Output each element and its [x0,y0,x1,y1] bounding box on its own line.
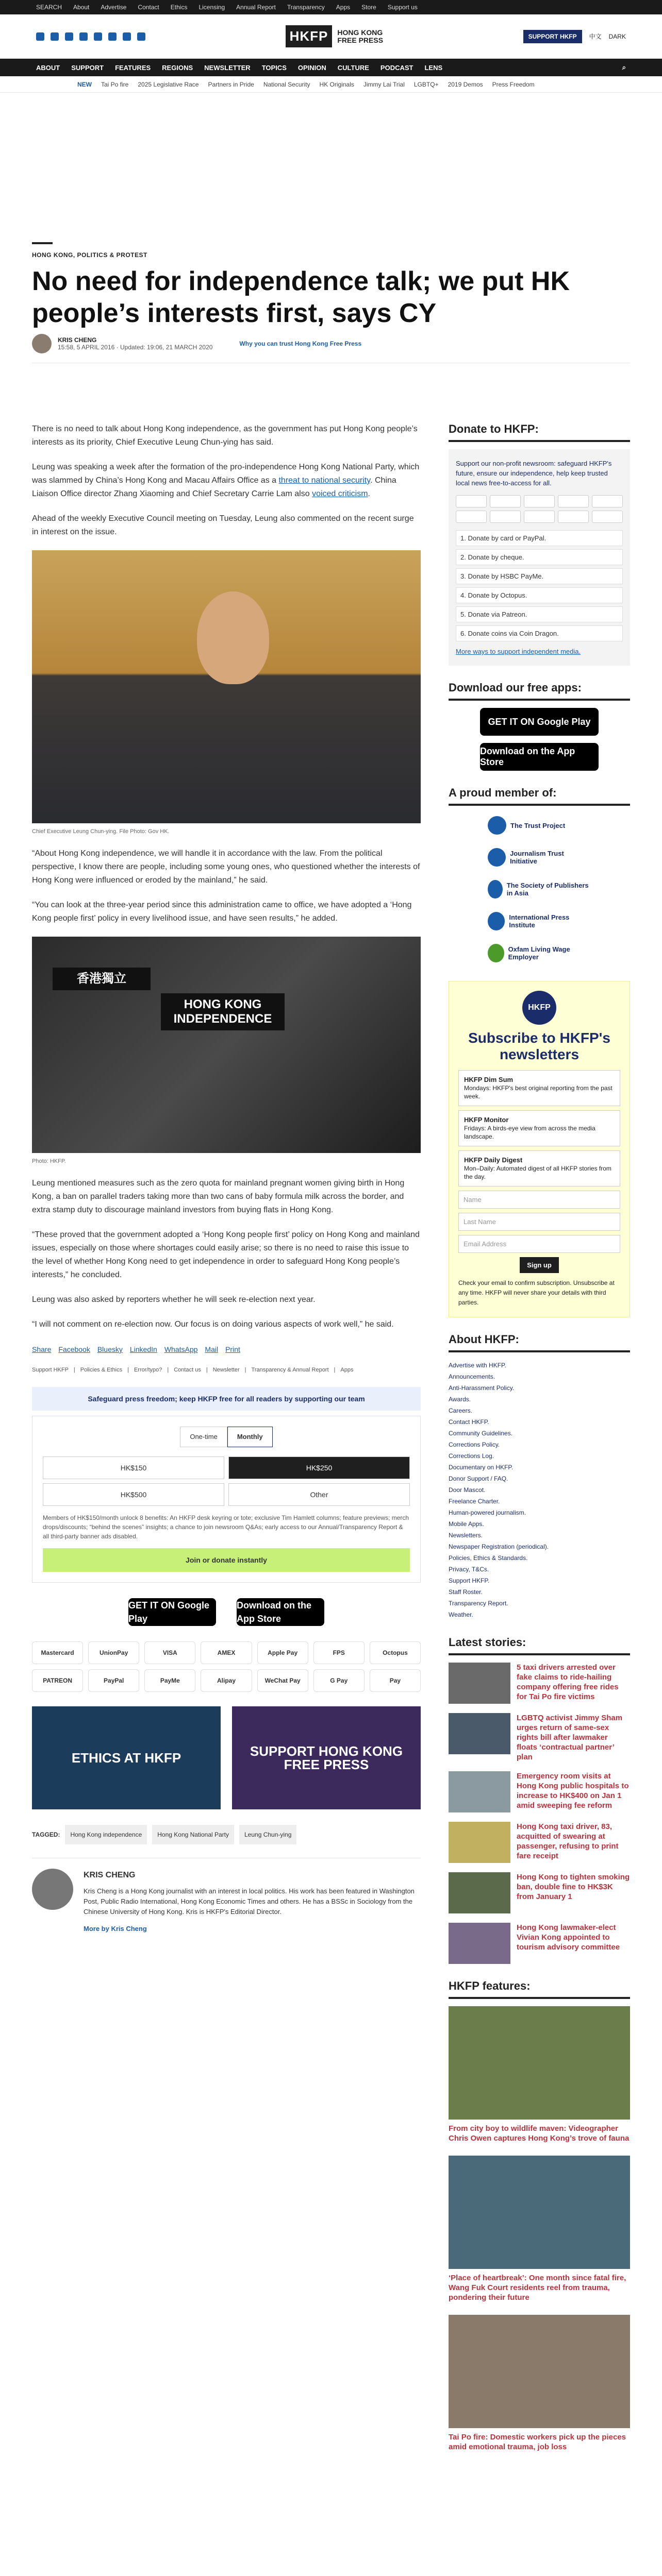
signup-button[interactable]: Sign up [520,1257,559,1273]
payment-logo: AMEX [201,1641,252,1664]
nav-podcast[interactable]: PODCAST [380,63,413,72]
author-avatar [32,334,52,353]
amount-option[interactable]: HK$250 [228,1456,410,1479]
about-link[interactable]: Documentary on HKFP. [449,1464,514,1471]
nav-about[interactable]: ABOUT [36,63,60,72]
paragraph: “These proved that the government adopted a ‘Hong Kong people first’ policy on Hong Kong and mainland issues, especially on those where shortages could easily arise; so there is no need to raise this issue to the level of whether Hong Kong need to get independence in order to safeguard Hong Kong people’s interests,” he concluded. [32,1230,420,1279]
payment-logo: PATREON [32,1669,83,1692]
author-box [32,1858,421,1936]
about-link[interactable]: Anti-Harassment Policy. [449,1384,515,1392]
membership-logos [449,813,630,965]
about-link[interactable]: Newsletters. [449,1532,483,1539]
policy-link[interactable]: Newsletter [212,1367,240,1373]
share-whatsapp[interactable]: WhatsApp [164,1345,198,1353]
share-print[interactable]: Print [225,1345,240,1353]
about-link[interactable]: Donor Support / FAQ. [449,1475,508,1482]
card-icon [524,511,555,523]
paragraph: There is no need to talk about Hong Kong independence, as the government has put Hong Kong people’s interests as its priority, Chief Executive Leung Chun-ying has said. [32,425,418,447]
topbar-annual-report[interactable]: Annual Report [236,4,276,11]
about-link[interactable]: Human-powered journalism. [449,1509,526,1516]
policy-link[interactable]: Transparency & Annual Report [251,1367,329,1373]
sidebar [449,422,630,2464]
card-icon [592,511,623,523]
story-item[interactable]: Hong Kong taxi driver, 83, acquitted of swearing at passenger, refusing to print fare receipt [449,1822,630,1863]
topbar-apps[interactable]: Apps [336,4,351,11]
about-link[interactable]: Careers. [449,1407,473,1414]
tab-one-time[interactable]: One-time [180,1427,227,1447]
telegram-icon[interactable] [137,32,145,41]
about-heading: About HKFP: [449,1333,630,1352]
byline [32,334,361,353]
policy-links: Support HKFP | Policies & Ethics | Error/typo? | Contact us | Newsletter | Transparency & Annual Report | Apps [32,1363,421,1377]
topbar-support[interactable]: Support us [387,4,418,11]
about-link[interactable]: Mobile Apps. [449,1520,484,1528]
payment-logo: G Pay [313,1669,365,1692]
story-item[interactable]: Hong Kong lawmaker-elect Vivian Kong appointed to tourism advisory committee [449,1923,630,1964]
ipi-logo[interactable]: International Press Institute [488,909,591,934]
policy-link[interactable]: Apps [340,1367,354,1373]
payment-logo: Alipay [201,1669,252,1692]
trending-item[interactable]: Tai Po fire [101,80,129,88]
app-store-badges [32,1598,421,1626]
jti-logo[interactable]: Journalism Trust Initiative [488,845,591,870]
share-label: Share [32,1345,52,1353]
instagram-icon[interactable] [65,32,73,41]
newsletter-option[interactable]: HKFP Monitor Fridays: A birds-eye view from across the media landscape. [458,1110,620,1146]
trending-item[interactable]: National Security [263,80,310,88]
top-bar [0,0,662,14]
tab-monthly[interactable]: Monthly [227,1427,273,1447]
portrait-face [197,591,269,684]
trending-item[interactable]: 2019 Demos [448,80,483,88]
payment-logo: Mastercard [32,1641,83,1664]
about-link[interactable]: Announcements. [449,1373,495,1380]
about-link[interactable]: Advertise with HKFP. [449,1362,506,1369]
card-icon [456,495,487,507]
story-thumb [449,1713,510,1754]
google-play-badge[interactable]: GET IT ON Google Play [128,1598,216,1626]
donate-panel [449,449,630,666]
share-facebook[interactable]: Facebook [58,1345,90,1353]
proud-heading: A proud member of: [449,786,630,806]
donate-option[interactable]: 4. Donate by Octopus. [456,587,623,603]
feature-item[interactable]: ‘Place of heartbreak’: One month since fatal fire, Wang Fuk Court residents reel from trauma, pondering their future [449,2156,630,2302]
support-promo[interactable]: SUPPORT HONG KONG FREE PRESS [232,1706,421,1809]
story-thumb [449,1872,510,1913]
donate-payment-icons [456,495,623,523]
author-box-name[interactable]: KRIS CHENG [84,1871,136,1879]
about-link[interactable]: Contact HKFP. [449,1418,489,1426]
donate-heading: Donate to HKFP: [449,422,630,442]
latest-stories [449,1663,630,1964]
join-donate-button[interactable]: Join or donate instantly [43,1548,410,1572]
story-item[interactable]: Hong Kong to tighten smoking ban, double fine to HK$3K from January 1 [449,1872,630,1913]
protest-photo [32,937,421,1153]
donate-option[interactable]: 3. Donate by HSBC PayMe. [456,568,623,584]
policy-link[interactable]: Contact us [174,1367,201,1373]
nav-topics[interactable]: TOPICS [261,63,287,72]
about-links [449,1360,630,1620]
payment-logo: WeChat Pay [257,1669,308,1692]
policy-link[interactable]: Policies & Ethics [80,1367,123,1373]
paragraph: Leung was also asked by reporters whether he will seek re-election next year. [32,1295,316,1304]
story-item[interactable]: Emergency room visits at Hong Kong public hospitals to increase to HK$400 on Jan 1 amid sweeping fee reform [449,1771,630,1812]
email-icon[interactable] [123,32,131,41]
signup-note: Check your email to confirm subscription. Unsubscribe at any time. HKFP will never share your details with third parties. [458,1279,615,1306]
more-by-author-link[interactable]: More by Kris Cheng [84,1925,147,1933]
donate-widget [32,1416,421,1583]
card-icon [456,511,487,523]
article-category[interactable]: HONG KONG, POLITICS & PROTEST [32,251,147,259]
payment-logo: VISA [144,1641,195,1664]
donate-option[interactable]: 5. Donate via Patreon. [456,606,623,622]
nav-lens[interactable]: LENS [424,63,443,72]
paragraph: Ahead of the weekly Executive Council meeting on Tuesday, Leung also commented on the recent surge in interest on the issue. [32,514,414,536]
article-title: No need for independence talk; we put HK people’s interests first, says CY [32,266,570,328]
facebook-icon[interactable] [36,32,44,41]
payment-logo: Pay [370,1669,421,1692]
last-name-field[interactable]: Last Name [458,1213,620,1231]
nav-regions[interactable]: REGIONS [162,63,193,72]
about-link[interactable]: Corrections Log. [449,1452,494,1460]
x-icon[interactable] [51,32,59,41]
name-field[interactable]: Name [458,1191,620,1209]
feature-item[interactable]: From city boy to wildlife maven: Videographer Chris Owen captures Hong Kong’s trove of fauna [449,2006,630,2143]
topbar-advertise[interactable]: Advertise [101,4,127,11]
paragraph: “About Hong Kong independence, we will handle it in accordance with the law. From the political perspective, I know there are people, including some young ones, who questioned whether the interests of Hong Kong were influenced or eroded by the mainland,” he said. [32,849,420,885]
feature-image [449,2156,630,2269]
story-thumb [449,1822,510,1863]
policy-link[interactable]: Support HKFP [32,1367,69,1373]
about-link[interactable]: Support HKFP. [449,1577,490,1584]
tags-label: TAGGED: [32,1831,60,1838]
language-toggle[interactable]: 中文 [589,33,602,40]
support-hkfp-button[interactable]: SUPPORT HKFP [523,30,582,43]
photo-caption: Photo: HKFP. [32,1158,66,1164]
about-link[interactable]: Awards. [449,1396,471,1403]
donate-banner[interactable]: Safeguard press freedom; keep HKFP free for all readers by supporting our team [32,1387,421,1411]
email-field[interactable]: Email Address [458,1235,620,1253]
nav-support[interactable]: SUPPORT [71,63,104,72]
about-link[interactable]: Community Guidelines. [449,1430,513,1437]
threads-icon[interactable] [79,32,88,41]
about-link[interactable]: Staff Roster. [449,1588,483,1596]
donate-text[interactable]: Support our non-profit newsroom: safeguard HKFP's future, ensure our independence, help keep trusted local news free-to-access for all. [456,460,612,487]
trending-item[interactable]: HK Originals [319,80,354,88]
donate-option[interactable]: 2. Donate by cheque. [456,549,623,565]
about-link[interactable]: Policies, Ethics & Standards. [449,1554,528,1562]
title-rule [32,242,53,244]
inline-link[interactable]: voiced criticism [312,489,368,498]
main-nav [0,59,662,76]
ethics-promo[interactable]: ETHICS AT HKFP [32,1706,221,1809]
author-bio: Kris Cheng is a Hong Kong journalist with an interest in local politics. His work has been featured in Washington Post, Public Radio International, Hong Kong Economic Times and others. He has a BSSc in Sociology from the Chinese University of Hong Kong. Kris is HKFP's Editorial Director. [84,1887,415,1916]
card-icon [558,511,589,523]
share-linkedin[interactable]: LinkedIn [129,1345,157,1353]
amount-option[interactable]: HK$500 [43,1483,224,1506]
app-store-badge[interactable]: Download on the App Store [237,1598,324,1626]
card-icon [490,495,521,507]
newsletter-option[interactable]: HKFP Daily Digest Mon–Daily: Automated digest of all HKFP stories from the day. [458,1150,620,1187]
newsletter-option[interactable]: HKFP Dim Sum Mondays: HKFP's best original reporting from the past week. [458,1070,620,1106]
trending-item[interactable]: LGBTQ+ [413,80,439,88]
author-photo [32,1869,73,1910]
trending-bar [0,76,662,93]
paragraph: “I will not comment on re-election now. Our focus is on doing various aspects of work well,” he said. [32,1320,394,1329]
about-link[interactable]: Corrections Policy. [449,1441,500,1448]
card-icon [524,495,555,507]
more-ways-link[interactable]: More ways to support independent media. [456,648,581,655]
payment-logo: Octopus [370,1641,421,1664]
policy-link[interactable]: Error/typo? [134,1367,162,1373]
paragraph: “You can look at the three-year period since this administration came to office, we have adopted a ‘Hong Kong people first’ policy in every livelihood issue, and have seen results,” he added. [32,901,412,923]
about-link[interactable]: Door Mascot. [449,1486,486,1494]
topbar-ethics[interactable]: Ethics [170,4,188,11]
inline-link[interactable]: threat to national security [278,476,371,485]
amount-option[interactable]: HK$150 [43,1456,224,1479]
features-heading: HKFP features: [449,1979,630,1999]
payment-methods [32,1641,421,1692]
tag[interactable]: Leung Chun-ying [239,1825,296,1844]
paragraph: Leung was speaking a week after the formation of the pro-independence Hong Kong National Party, which was slammed by China’s Hong Kong and Macau Affairs Office as a threat to national security. China Liaison Office director Zhang Xiaoming and Chief Secretary Carrie Lam also voiced criticism. [32,463,420,498]
protest-sign: HONG KONG INDEPENDENCE [161,993,285,1030]
author-name[interactable]: KRIS CHENG [58,336,97,344]
logo-wordmark: HONG KONG FREE PRESS [337,28,384,44]
trust-link[interactable]: Why you can trust Hong Kong Free Press [239,340,362,347]
share-bar [32,1343,421,1356]
feature-item[interactable]: Tai Po fire: Domestic workers pick up the pieces amid emotional trauma, job loss [449,2315,630,2452]
dark-mode-toggle[interactable]: DARK [608,32,626,40]
donate-option[interactable]: 1. Donate by card or PayPal. [456,530,623,546]
photo-caption: Chief Executive Leung Chun-ying. File Photo: Gov HK. [32,828,170,835]
linkedin-icon[interactable] [94,32,102,41]
newsletter-signup [449,981,630,1317]
card-icon [592,495,623,507]
google-play-badge[interactable]: GET IT ON Google Play [480,708,599,736]
topbar-licensing[interactable]: Licensing [198,4,225,11]
topbar-contact[interactable]: Contact [138,4,159,11]
hkfp-badge: HKFP [522,991,556,1025]
about-link[interactable]: Transparency Report. [449,1600,508,1607]
story-thumb [449,1923,510,1964]
article-photo [32,550,421,823]
payment-logo: PayPal [88,1669,139,1692]
story-thumb [449,1663,510,1704]
site-header [0,14,662,59]
trending-item[interactable]: Partners in Pride [208,80,254,88]
social-icons [36,32,145,41]
trending-item[interactable]: Jimmy Lai Trial [363,80,405,88]
tag[interactable]: Hong Kong National Party [152,1825,234,1844]
payment-logo: UnionPay [88,1641,139,1664]
donate-option[interactable]: 6. Donate coins via Coin Dragon. [456,625,623,641]
search-link[interactable]: SEARCH [36,4,62,11]
about-link[interactable]: Freelance Charter. [449,1498,500,1505]
latest-heading: Latest stories: [449,1636,630,1655]
new-label: NEW [77,80,92,88]
member-benefits: Members of HK$150/month unlock 8 benefits: An HKFP desk keyring or tote; exclusive Tim Hamlett columns; feature previews; merch drops/discounts; “behind the scenes” insights; a chance to join newsroom Q&As; early access to our Annual/Transparency Report & all third-party banner ads disabled. [43,1514,409,1540]
feature-image [449,2006,630,2120]
share-mail[interactable]: Mail [205,1345,219,1353]
story-item[interactable]: 5 taxi drivers arrested over fake claims to ride-hailing company offering free rides for Tai Po fire victims [449,1663,630,1704]
payment-logo: PayMe [144,1669,195,1692]
article-body [32,422,421,1936]
topbar-transparency[interactable]: Transparency [287,4,325,11]
payment-logo: FPS [313,1641,365,1664]
about-link[interactable]: Weather. [449,1611,473,1618]
promo-banners [32,1706,421,1809]
story-item[interactable]: LGBTQ activist Jimmy Sham urges return of same-sex rights bill after lawmaker floats ‘contractual partner’ plan [449,1713,630,1762]
amount-option[interactable]: Other [228,1483,410,1506]
nav-culture[interactable]: CULTURE [337,63,369,72]
story-thumb [449,1771,510,1812]
nav-features[interactable]: FEATURES [115,63,151,72]
protest-sign: 香港獨立 [53,968,151,990]
oxfam-logo[interactable]: Oxfam Living Wage Employer [488,941,591,965]
tag[interactable]: Hong Kong independence [65,1825,147,1844]
apps-heading: Download our free apps: [449,681,630,701]
app-store-badge[interactable]: Download on the App Store [480,743,599,771]
youtube-icon[interactable] [108,32,117,41]
nav-opinion[interactable]: OPINION [297,63,326,72]
trust-project-logo[interactable]: The Trust Project [488,813,591,838]
subscribe-heading: Subscribe to HKFP's newsletters [468,1030,610,1062]
about-link[interactable]: Privacy, T&Cs. [449,1566,489,1573]
share-bluesky[interactable]: Bluesky [97,1345,123,1353]
about-link[interactable]: Newspaper Registration (periodical). [449,1543,549,1550]
features-list [449,2006,630,2452]
trending-item[interactable]: 2025 Legislative Race [138,80,199,88]
search-icon[interactable]: ⌕ [622,63,626,71]
payment-logo: Apple Pay [257,1641,308,1664]
site-logo[interactable] [286,25,383,47]
nav-newsletter[interactable]: NEWSLETTER [204,63,251,72]
feature-image [449,2315,630,2428]
card-icon [490,511,521,523]
card-icon [558,495,589,507]
trending-item[interactable]: Press Freedom [492,80,535,88]
article-dates: 15:58, 5 APRIL 2016 · Updated: 19:06, 21 MARCH 2020 [58,344,213,351]
logo-mark: HKFP [286,25,333,47]
paragraph: Leung mentioned measures such as the zero quota for mainland pregnant women giving birth in Hong Kong, a ban on parallel traders taking more than two cans of baby formula milk across the border, and extra stamp duty to discourage mainland investors from buying flats in Hong Kong. [32,1179,405,1214]
topbar-about[interactable]: About [73,4,90,11]
topbar-store[interactable]: Store [361,4,376,11]
tags-row [32,1825,421,1844]
sopa-logo[interactable]: The Society of Publishers in Asia [488,877,591,902]
